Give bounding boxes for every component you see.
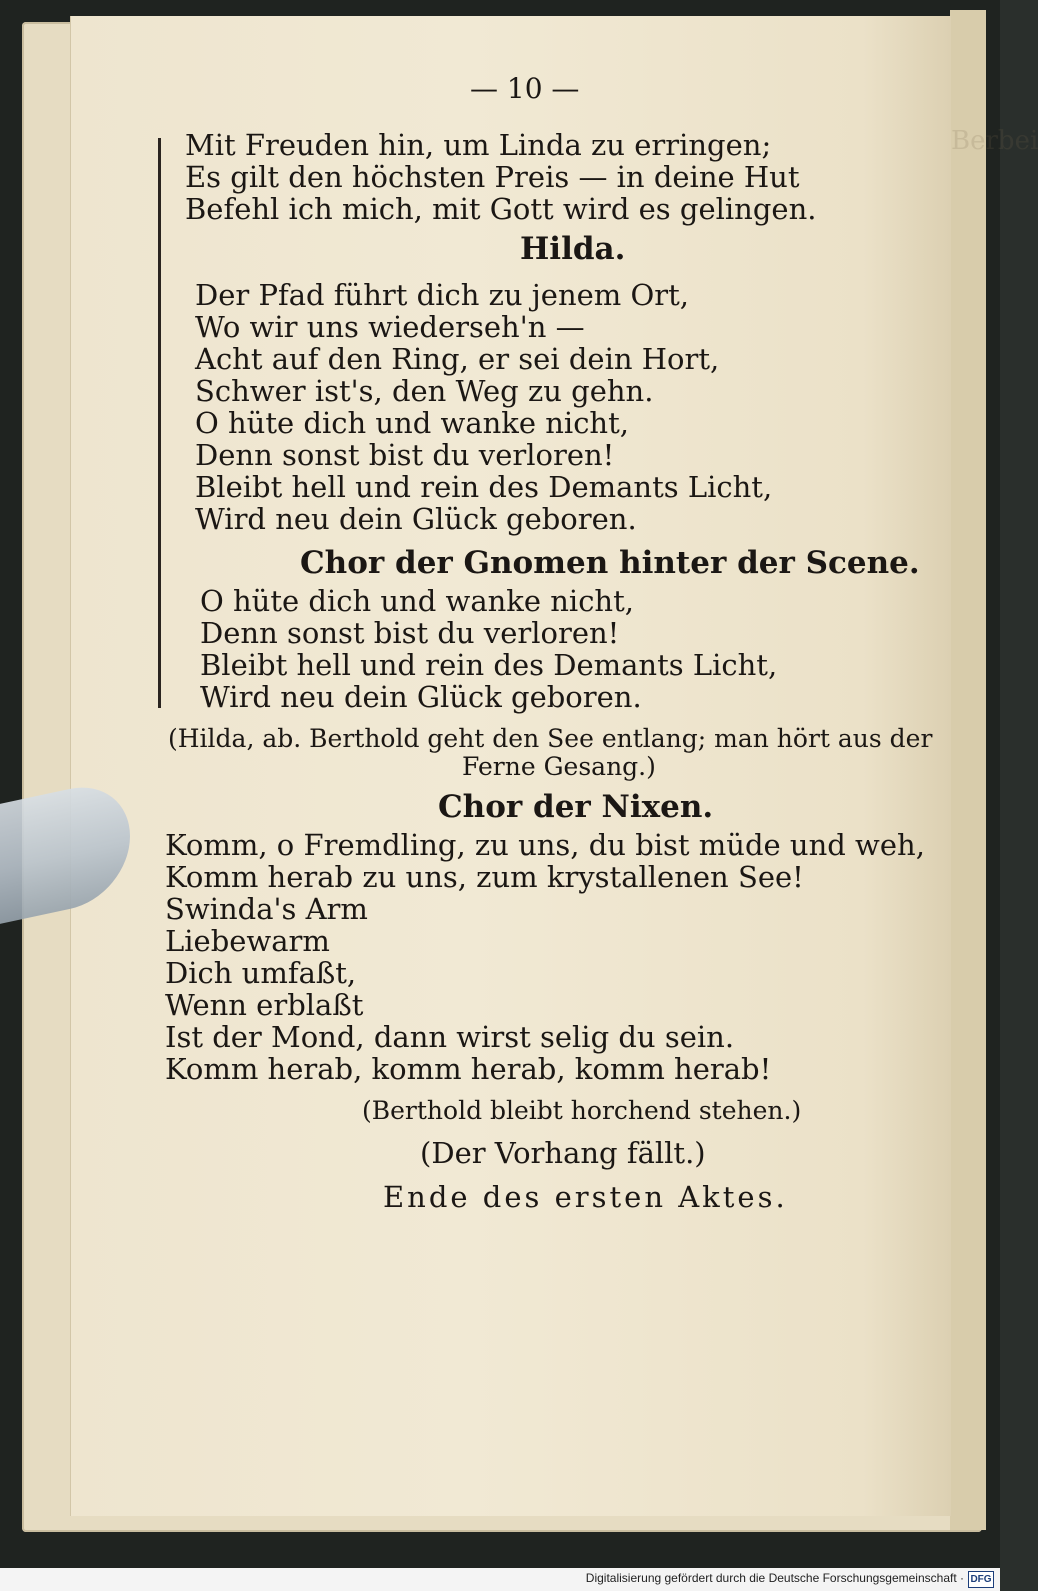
verse-line: Ist der Mond, dann wirst selig du sein. [165,1020,735,1054]
verse-line: Wird neu dein Glück geboren. [200,680,642,714]
verse-line: Dich umfaßt, [165,956,357,990]
verse-line: Acht auf den Ring, er sei dein Hort, [195,342,720,376]
verse-line: O hüte dich und wanke nicht, [200,584,634,618]
verse-line: Wird neu dein Glück geboren. [195,502,637,536]
verse-line: Komm, o Fremdling, zu uns, du bist müde und weh, [165,828,925,862]
stage-direction: Ferne Gesang.) [462,752,656,781]
verse-line: O hüte dich und wanke nicht, [195,406,629,440]
verse-line: Bleibt hell und rein des Demants Licht, [200,648,778,682]
verse-bracket [158,138,161,708]
verse-line: Bleibt hell und rein des Demants Licht, [195,470,773,504]
verse-line: Liebewarm [165,924,330,958]
footer-credit: Digitalisierung gefördert durch die Deutsche Forschungsgemeinschaft · [585,1571,964,1585]
bleed-through: Berbei [951,126,1038,156]
verse-line: Wo wir uns wiederseh'n — [195,310,585,344]
verse-line: Wenn erblaßt [165,988,364,1022]
verse-line: Der Pfad führt dich zu jenem Ort, [195,278,690,312]
verse-line: Swinda's Arm [165,892,368,926]
act-end: Ende des ersten Aktes. [383,1180,788,1214]
verse-line: Komm herab, komm herab, komm herab! [165,1052,772,1086]
verse-line: Schwer ist's, den Weg zu gehn. [195,374,654,408]
verse-line: Es gilt den höchsten Preis — in deine Hut [185,160,800,194]
stage-direction: (Der Vorhang fällt.) [420,1136,706,1170]
stage-direction: (Berthold bleibt horchend stehen.) [362,1096,802,1125]
verse-line: Denn sonst bist du verloren! [195,438,615,472]
speaker-heading: Chor der Gnomen hinter der Scene. [300,545,920,581]
speaker-heading: Hilda. [520,231,626,267]
verse-line: Denn sonst bist du verloren! [200,616,620,650]
stage-direction: (Hilda, ab. Berthold geht den See entlang; man hört aus der [168,724,933,753]
footer-bar [0,1568,1000,1591]
facing-page-edge [950,10,986,1530]
verse-line: Befehl ich mich, mit Gott wird es gelingen. [185,192,817,226]
verse-line: Komm herab zu uns, zum krystallenen See! [165,860,804,894]
page-number: — 10 — [470,72,580,105]
speaker-heading: Chor der Nixen. [438,789,714,825]
verse-line: Mit Freuden hin, um Linda zu erringen; [185,128,772,162]
dfg-logo: DFG [968,1571,994,1588]
